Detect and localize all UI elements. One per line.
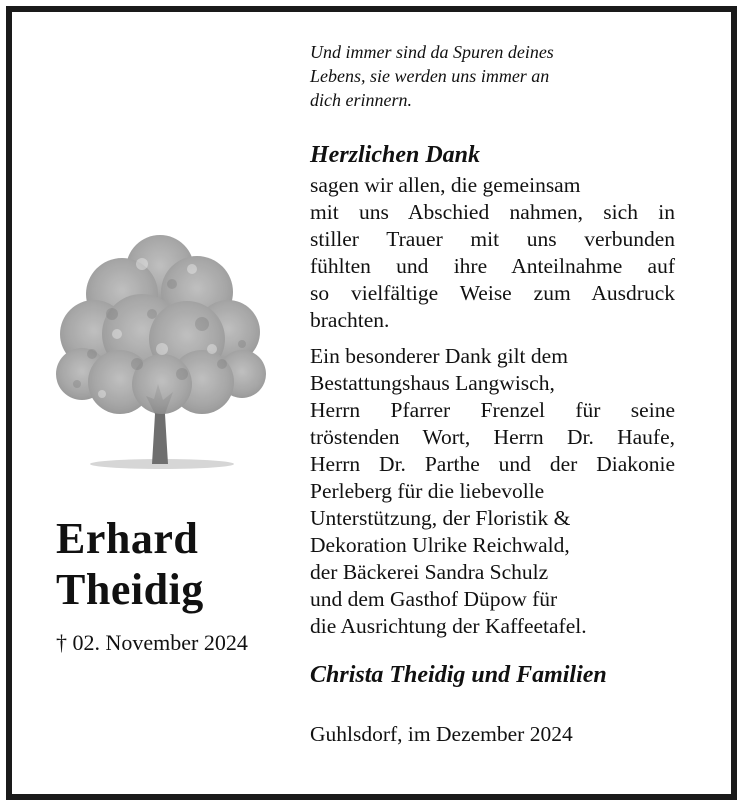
text-line: so vielfältige Weise zum Ausdruck [310,281,675,305]
text-line: Dekoration Ulrike Reichwald, [310,533,570,557]
motto-line: Lebens, sie werden uns immer an [310,66,550,86]
text-line: Herrn Pfarrer Frenzel für seine [310,398,675,422]
motto-line: Und immer sind da Spuren deines [310,42,554,62]
text-line: mit uns Abschied nahmen, sich in [310,200,675,224]
text-line: die Ausrichtung der Kaffeetafel. [310,614,587,638]
text-line: der Bäckerei Sandra Schulz [310,560,549,584]
text-line: brachten. [310,308,390,332]
place-date: Guhlsdorf, im Dezember 2024 [310,722,573,746]
special-thanks-paragraph [310,343,675,640]
thanks-paragraph [310,172,675,334]
text-line: Bestattungshaus Langwisch, [310,371,555,395]
text-line: stiller Trauer mit uns verbunden [310,227,675,251]
deceased-first-name: Erhard [56,514,199,563]
text-line: Unterstützung, der Floristik & [310,506,571,530]
text-line: sagen wir allen, die gemeinsam [310,173,581,197]
left-column [12,12,302,794]
text-line: fühlten und ihre Anteilnahme auf [310,254,675,278]
thanks-heading: Herzlichen Dank [310,142,481,168]
death-date: † 02. November 2024 [56,630,248,655]
motto-quote [310,40,670,112]
obituary-card [6,6,737,800]
text-line: und dem Gasthof Düpow für [310,587,558,611]
right-column [310,12,702,794]
motto-line: dich erinnern. [310,90,412,110]
text-line: Herrn Dr. Parthe und der Diakonie [310,452,675,476]
signature: Christa Theidig und Familien [310,662,607,688]
text-line: tröstenden Wort, Herrn Dr. Haufe, [310,425,675,449]
text-line: Ein besonderer Dank gilt dem [310,344,568,368]
deceased-last-name: Theidig [56,565,204,614]
tree-illustration [42,224,272,474]
text-line: Perleberg für die liebevolle [310,479,545,503]
